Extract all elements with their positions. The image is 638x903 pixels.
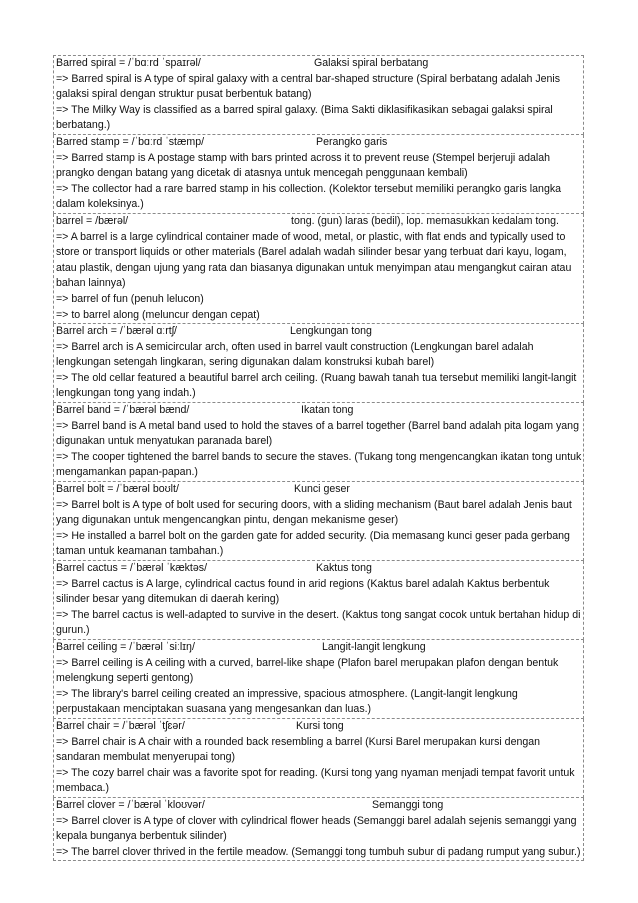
entry-barred-stamp (53, 135, 584, 214)
definition-line: => Barrel clover is A type of clover with cylindrical flower heads (Semanggi barel adalah sejenis semanggi yang kepala bunganya berbentuk silinder) (56, 814, 577, 843)
entry-translation: Semanggi tong (372, 798, 444, 811)
definition-line: => Barred spiral is A type of spiral galaxy with a central bar-shaped structure (Spiral berbatang adalah Jenis galaksi spiral dengan struktur pusat berbentuk batang) (56, 72, 561, 101)
definition-line: => Barred stamp is A postage stamp with bars printed across it to prevent reuse (Stempel berjeruji adalah prangko dengan batang yang dicetak di atasnya untuk mencegah penggunaan kembali) (56, 151, 551, 180)
definition-line: => Barrel ceiling is A ceiling with a curved, barrel-like shape (Plafon barel merupakan plafon dengan bentuk melengkung seperti gentong) (56, 656, 559, 685)
entry-term: Barrel chair = /ˈbærəl ˈtʃɛər/ (56, 719, 185, 732)
definition-line: => Barrel bolt is A type of bolt used for securing doors, with a sliding mechanism (Baut barel adalah Jenis baut yang digunakan untuk mengencangkan pintu, dengan mekanisme geser) (56, 498, 572, 527)
entry-term: Barred spiral = /ˈbɑːrd ˈspaɪrəl/ (56, 57, 201, 69)
example-line: => The Milky Way is classified as a barred spiral galaxy. (Bima Sakti diklasifikasikan sebagai galaksi spiral berbatang.) (56, 103, 553, 132)
example-line: => He installed a barrel bolt on the garden gate for added security. (Dia memasang kunci geser pada gerbang taman untuk keamanan tambahan.) (56, 529, 570, 558)
entry-header (56, 561, 582, 577)
entry-barrel-arch (53, 324, 584, 403)
entry-header (56, 324, 582, 340)
example-line: => The collector had a rare barred stamp in his collection. (Kolektor tersebut memiliki perangko garis langka dalam koleksinya.) (56, 182, 562, 211)
entry-barrel-cactus (53, 561, 584, 640)
entry-header (56, 482, 582, 498)
entry-barrel-band (53, 403, 584, 482)
definition-line: => Barrel arch is A semicircular arch, often used in barrel vault construction (Lengkungan barel adalah lengkungan setengah lingkaran, sering digunakan dalam konstruksi kubah barel) (56, 340, 534, 369)
entry-header (56, 719, 582, 735)
example-line: => barrel of fun (penuh lelucon) (56, 292, 204, 305)
example-line: => to barrel along (meluncur dengan cepat) (56, 308, 260, 321)
entry-translation: Ikatan tong (301, 404, 354, 417)
example-line: => The barrel cactus is well-adapted to survive in the desert. (Kaktus tong sangat cocok untuk bertahan hidup di gurun.) (56, 608, 581, 637)
entry-translation: Perangko garis (316, 135, 388, 148)
entry-barrel-bolt (53, 482, 584, 561)
dictionary-document (53, 55, 584, 861)
entry-translation: Kunci geser (294, 483, 350, 496)
example-line: => The cozy barrel chair was a favorite spot for reading. (Kursi tong yang nyaman menjadi tempat favorit untuk membaca.) (56, 766, 575, 795)
entry-barred-spiral (53, 55, 584, 135)
entry-term: Barrel arch = /ˈbærəl ɑːrtʃ/ (56, 325, 177, 338)
definition-line: => A barrel is a large cylindrical container made of wood, metal, or plastic, with flat ends and typically used to store or transport liquids or other materials (Barel adalah wadah silinder besar yang terbuat dari kayu, logam, atau plastik, dengan ujung yang rata dan biasanya digunakan untuk menyimpan atau mengangkut cairan atau bahan lainnya) (56, 230, 572, 290)
entry-translation: Kursi tong (296, 719, 344, 732)
entry-term: Barred stamp = /ˈbɑːrd ˈstæmp/ (56, 135, 205, 148)
example-line: => The old cellar featured a beautiful barrel arch ceiling. (Ruang bawah tanah tua tersebut memiliki langit-langit lengkungan tong yang indah.) (56, 371, 577, 400)
entry-translation: Kaktus tong (316, 562, 372, 574)
entry-term: Barrel band = /ˈbærəl bænd/ (56, 404, 190, 417)
example-line: => The barrel clover thrived in the fertile meadow. (Semanggi tong tumbuh subur di padang rumput yang subur.) (56, 845, 581, 858)
example-line: => The cooper tightened the barrel bands to secure the staves. (Tukang tong mengencangkan ikatan tong untuk mengamankan papan-papan.) (56, 450, 582, 479)
entry-term: Barrel bolt = /ˈbærəl boʊlt/ (56, 483, 179, 496)
entry-term: Barrel clover = /ˈbærəl ˈkloʊvər/ (56, 798, 205, 811)
entry-barrel (53, 214, 584, 324)
entry-header (56, 56, 582, 72)
entry-translation: Lengkungan tong (290, 325, 372, 338)
definition-line: => Barrel cactus is A large, cylindrical cactus found in arid regions (Kaktus barel adalah Kaktus berbentuk silinder besar yang ditemukan di daerah kering) (56, 577, 550, 606)
entry-translation: Langit-langit lengkung (322, 640, 426, 653)
entry-barrel-chair (53, 719, 584, 798)
example-line: => The library's barrel ceiling created an impressive, spacious atmosphere. (Langit-langit lengkung perpustakaan menciptakan suasana yang mengesankan dan luas.) (56, 687, 518, 716)
entry-header (56, 403, 582, 419)
entry-header (56, 214, 582, 230)
entry-term: barrel = /bærəl/ (56, 214, 129, 227)
entry-term: Barrel cactus = /ˈbærəl ˈkæktəs/ (56, 562, 208, 574)
entry-term: Barrel ceiling = /ˈbærəl ˈsiːlɪŋ/ (56, 640, 195, 653)
entry-barrel-clover (53, 798, 584, 861)
entry-barrel-ceiling (53, 640, 584, 719)
entry-translation: tong. (gun) laras (bedil), lop. memasukkan kedalam tong. (291, 214, 559, 227)
definition-line: => Barrel chair is A chair with a rounded back resembling a barrel (Kursi Barel merupakan kursi dengan sandaran membulat menyerupai tong) (56, 735, 541, 764)
entry-header (56, 640, 582, 656)
definition-line: => Barrel band is A metal band used to hold the staves of a barrel together (Barrel band adalah pita logam yang digunakan untuk menyatukan paranada barel) (56, 419, 579, 448)
entry-translation: Galaksi spiral berbatang (314, 57, 429, 69)
entry-header (56, 135, 582, 151)
entry-header (56, 798, 582, 814)
